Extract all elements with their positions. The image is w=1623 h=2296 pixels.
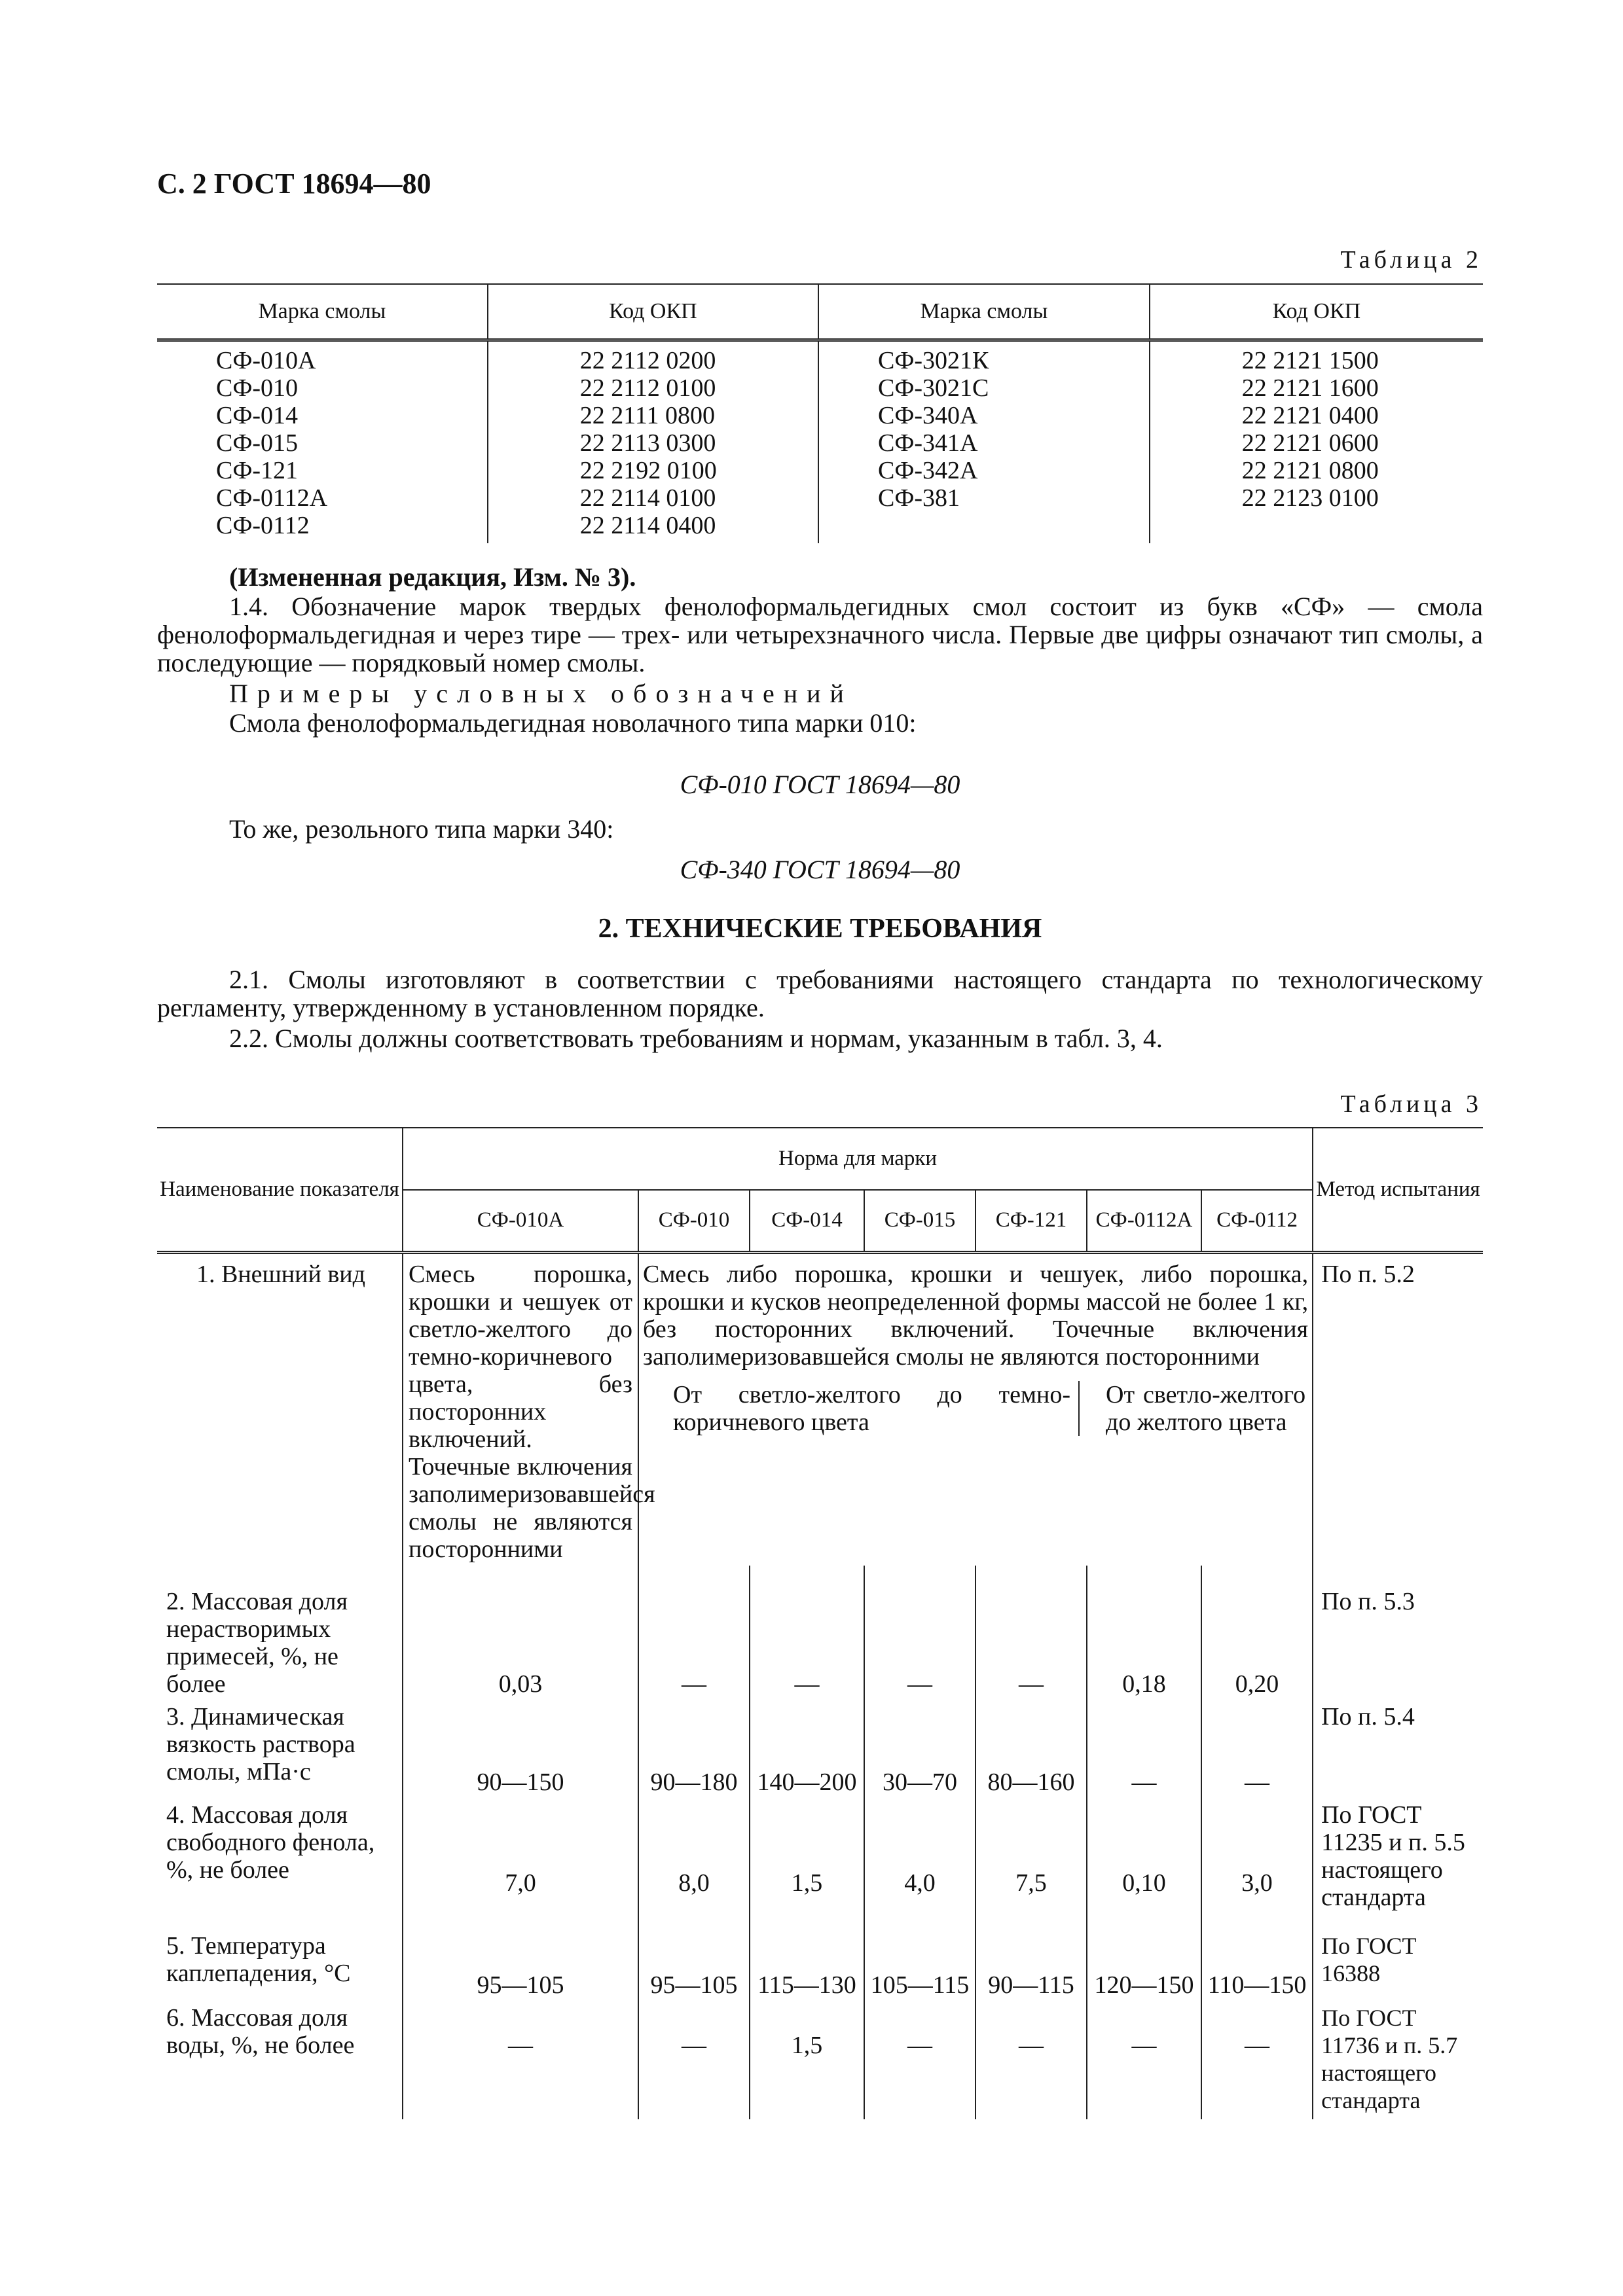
row-value: 90—180 xyxy=(638,1700,750,1799)
row-value: — xyxy=(750,1566,864,1700)
row-value: 80—160 xyxy=(976,1700,1087,1799)
row-name: 2. Массовая доля нерастворимых примесей, %, не более xyxy=(157,1566,403,1700)
table3-row-appearance xyxy=(157,1252,1483,1566)
row1-sub1: От светло-желтого до темно-коричневого цвета xyxy=(673,1380,1070,1436)
table3-grade-header: СФ-121 xyxy=(976,1190,1087,1252)
row-value: 7,5 xyxy=(976,1799,1087,1929)
row-value: — xyxy=(864,1566,976,1700)
table3-row xyxy=(157,1929,1483,2001)
section2-title: 2. ТЕХНИЧЕСКИЕ ТРЕБОВАНИЯ xyxy=(598,914,1042,944)
row-value: 0,18 xyxy=(1087,1566,1201,1700)
row-value: 0,20 xyxy=(1201,1566,1313,1700)
row-value: — xyxy=(638,1566,750,1700)
row1-sf010a-text: Смесь порошка, крошки и чешуек от светло-желтого до темно-коричневого цвета, без посторонних включений. Точечные включения заполимеризовавшейся смолы не являются посторонними xyxy=(403,1252,638,1566)
row-name: 4. Массовая доля свободного фенола, %, не более xyxy=(157,1799,403,1929)
row-value: — xyxy=(1087,1700,1201,1799)
table3-grade-header: СФ-0112А xyxy=(1087,1190,1201,1252)
table2-header: Марка смолы xyxy=(157,284,488,340)
paragraph-2-2: 2.2. Смолы должны соответствовать требованиям и нормам, указанным в табл. 3, 4. xyxy=(229,1024,1163,1053)
paragraph-1-4: 1.4. Обозначение марок твердых фенолоформальдегидных смол состоит из букв «СФ» — смола фенолоформальдегидная и через тире — трех- или четырехзначного числа. Первые две цифры означают тип смолы, а последующие — порядковый номер смолы. xyxy=(157,592,1483,677)
row-value: — xyxy=(638,2001,750,2119)
row-value: — xyxy=(1201,1700,1313,1799)
table2-caption: Таблица 2 xyxy=(1340,246,1482,274)
row-value: — xyxy=(976,1566,1087,1700)
row-value: 3,0 xyxy=(1201,1799,1313,1929)
row-value: 95—105 xyxy=(638,1929,750,2001)
table3-grade-header: СФ-015 xyxy=(864,1190,976,1252)
table2-header: Марка смолы xyxy=(818,284,1150,340)
row-value: 30—70 xyxy=(864,1700,976,1799)
table2-grades-col1: СФ-010А СФ-010 СФ-014 СФ-015 СФ-121 СФ-0112А СФ-0112 xyxy=(157,340,488,543)
row-value: — xyxy=(976,2001,1087,2119)
row-value: 0,03 xyxy=(403,1566,638,1700)
examples-heading: Примеры условных обозначений xyxy=(229,679,853,708)
row-name: 5. Температура каплепадения, °С xyxy=(157,1929,403,2001)
table2-header: Код ОКП xyxy=(1150,284,1483,340)
row-value: — xyxy=(1087,2001,1201,2119)
row-value: 95—105 xyxy=(403,1929,638,2001)
row1-common-cell xyxy=(638,1252,1313,1566)
example2-text: То же, резольного типа марки 340: xyxy=(229,814,614,844)
row-value: — xyxy=(1201,2001,1313,2119)
row-value: 8,0 xyxy=(638,1799,750,1929)
example1-text: Смола фенолоформальдегидная новолачного типа марки 010: xyxy=(229,708,917,738)
row-name: 3. Динамическая вязкость раствора смолы, мПа·с xyxy=(157,1700,403,1799)
row-value: 0,10 xyxy=(1087,1799,1201,1929)
table3-header-indicator: Наименование показателя xyxy=(157,1128,403,1252)
table3 xyxy=(157,1127,1483,2119)
row-value: 140—200 xyxy=(750,1700,864,1799)
row-value: 115—130 xyxy=(750,1929,864,2001)
row-value: 4,0 xyxy=(864,1799,976,1929)
table3-grade-header: СФ-010 xyxy=(638,1190,750,1252)
example1-code: СФ-010 ГОСТ 18694—80 xyxy=(680,770,960,799)
table3-grade-header: СФ-0112 xyxy=(1201,1190,1313,1252)
amended-note: (Измененная редакция, Изм. № 3). xyxy=(229,562,636,592)
row-method: По ГОСТ 16388 xyxy=(1321,1932,1417,1986)
table3-row xyxy=(157,1799,1483,1929)
row-name: 1. Внешний вид xyxy=(157,1252,403,1566)
row-method: По ГОСТ 11235 и п. 5.5 настоящего стандарта xyxy=(1321,1801,1465,1911)
table3-row xyxy=(157,1566,1483,1700)
table3-row xyxy=(157,1700,1483,1799)
table2-codes-col2: 22 2112 0200 22 2112 0100 22 2111 0800 22 2113 0300 22 2192 0100 22 2114 0100 22 2114 0400 xyxy=(488,340,818,543)
table3-grade-header: СФ-010А xyxy=(403,1190,638,1252)
row-value: 1,5 xyxy=(750,2001,864,2119)
row-value: 105—115 xyxy=(864,1929,976,2001)
row-value: 90—115 xyxy=(976,1929,1087,2001)
row-value: 1,5 xyxy=(750,1799,864,1929)
row-value: 7,0 xyxy=(403,1799,638,1929)
row-method: По п. 5.3 xyxy=(1321,1587,1415,1615)
row1-sub-split xyxy=(643,1381,1308,1436)
row-method: По п. 5.4 xyxy=(1321,1702,1415,1731)
row-value: — xyxy=(403,2001,638,2119)
table3-header-method: Метод испытания xyxy=(1313,1128,1483,1252)
table3-caption: Таблица 3 xyxy=(1340,1090,1482,1118)
table2-codes-col4: 22 2121 1500 22 2121 1600 22 2121 0400 22 2121 0600 22 2121 0800 22 2123 0100 xyxy=(1241,347,1379,512)
table3-header-norm: Норма для марки xyxy=(403,1128,1313,1190)
page-header: С. 2 ГОСТ 18694—80 xyxy=(157,168,431,200)
row-name: 6. Массовая доля воды, %, не более xyxy=(157,2001,403,2119)
table3-row xyxy=(157,2001,1483,2119)
table2-grades-col3: СФ-3021К СФ-3021С СФ-340А СФ-341А СФ-342А СФ-381 xyxy=(818,340,1150,543)
row-value: — xyxy=(864,2001,976,2119)
row-value: 90—150 xyxy=(403,1700,638,1799)
table3-grade-header: СФ-014 xyxy=(750,1190,864,1252)
table2-header: Код ОКП xyxy=(488,284,818,340)
paragraph-2-1: 2.1. Смолы изготовляют в соответствии с требованиями настоящего стандарта по технологическому регламенту, утвержденному в установленном порядке. xyxy=(157,965,1483,1022)
row-method: По п. 5.2 xyxy=(1321,1260,1415,1288)
row1-sub2: От светло-желтого до желтого цвета xyxy=(1078,1381,1308,1436)
table2 xyxy=(157,283,1483,543)
row-method: По ГОСТ 11736 и п. 5.7 настоящего стандарта xyxy=(1321,2004,1458,2113)
row-value: 110—150 xyxy=(1201,1929,1313,2001)
row1-common-text: Смесь либо порошка, крошки и чешуек, либо порошка, крошки и кусков неопределенной формы массой не более 1 кг, без посторонних включений. Точечные включения заполимеризовавшейся смолы не являются посторонними xyxy=(643,1260,1309,1371)
example2-code: СФ-340 ГОСТ 18694—80 xyxy=(680,855,960,884)
row-value: 120—150 xyxy=(1087,1929,1201,2001)
